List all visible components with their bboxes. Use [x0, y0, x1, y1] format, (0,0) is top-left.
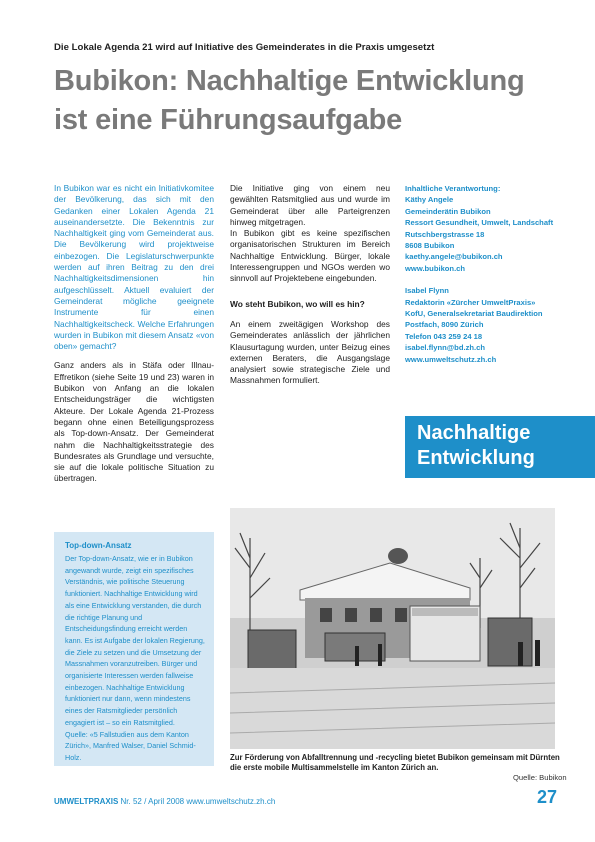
kicker: Die Lokale Agenda 21 wird auf Initiative des Gemeinderates in die Praxis umgesetzt [54, 42, 435, 53]
contact-web-link[interactable]: www.bubikon.ch [405, 263, 466, 273]
contact-line: 8608 Bubikon [405, 241, 455, 251]
topic-tag-line-2: Entwicklung [417, 447, 535, 469]
footer-brand: UMWELTPRAXIS [54, 797, 119, 806]
contact-email-link[interactable]: isabel.flynn@bd.zh.ch [405, 343, 485, 353]
sidebar-body [65, 553, 205, 764]
contact-web-link[interactable]: www.umweltschutz.zh.ch [405, 354, 497, 364]
contact-line: Isabel Flynn [405, 286, 449, 296]
footer-url[interactable]: www.umweltschutz.zh.ch [186, 797, 276, 806]
headline-line-1: Bubikon: Nachhaltige Entwicklung [54, 65, 525, 97]
body-paragraph-2: Die Initiative ging von einem neu gewählten Ratsmitglied aus und wurde im Gemeinderat über alle Parteigrenzen hinweg mitgetragen. [230, 183, 390, 227]
footer-issue: Nr. 52 / April 2008 [120, 797, 185, 806]
body-paragraph-4: An einem zweitägigen Workshop des Gemeinderates anlässlich der jährlichen Klausurtagung wurden, unter Beizug eines externen Beraters, die Ausgangslage analysiert sowie strategische Ziele und Massnahmen formuliert. [230, 318, 390, 386]
sidebar-box [54, 532, 214, 766]
lead-paragraph: In Bubikon war es nicht ein Initiativkomitee der Bevölkerung, das sich mit den Gedanken einer Lokalen Agenda 21 auseinandersetzte. Die Bekenntnis zur Nachhaltigkeit ging vom Gemeinderat aus. Die Bevölkerung wird projektweise einbezogen. Die Legislaturschwerpunkte werden auf ihren Beitrag zu den drei Nachhaltigkeitsdimensionen hin aufgeschlüsselt. Aktuell evaluiert der Gemeinderat mögliche geeignete Instrumente für einen Nachhaltigkeitscheck. Welche Erfahrungen wurden in Bubikon mit diesem Ansatz «von oben» gemacht? [54, 183, 214, 352]
footer [54, 797, 275, 806]
sidebar-title: Top-down-Ansatz [65, 541, 132, 550]
body-paragraph-1: Ganz anders als in Stäfa oder Illnau-Effretikon (siehe Seite 19 und 23) waren in Bubikon von Anfang an die lokalen Entscheidungsträger die wichtigsten Akteure. Der Lokale Agenda 21-Prozess begann ohne einen Beteiligungsprozess als Top-down-Ansatz. Der Gemeinderat nahm die Nachhaltigkeitsstrategie des Bundesrates als Grundlage und versuchte, sie auf die lokale politische Situation zu übertragen. [54, 360, 214, 484]
photo-recycling-station [230, 508, 555, 749]
column-left [54, 183, 214, 485]
headline [54, 62, 574, 140]
contact-line: Postfach, 8090 Zürich [405, 320, 484, 330]
photo-illustration [230, 508, 555, 749]
page-number: 27 [537, 787, 558, 807]
subheading: Wo steht Bubikon, wo will es hin? [230, 298, 365, 309]
sidebar-text: Der Top-down-Ansatz, wie er in Bubikon angewandt wurde, zeigt ein spezifisches Verständnis, wie politische Steuerung funktioniert. Nachhaltige Entwicklung wird als eine Entwicklung verstanden, die durch die richtige Planung und Entscheidungsfindung erreicht werden kann. Es ist Aufgabe der lokalen Regierung, die Ziele zu setzen und die Umsetzung der Massnahmen voranzutreiben. Bürger und organisierte Interessen werden fallweise einbezogen. Nachhaltige Entwicklung funktioniert nur dann, wenn mindestens eines der Ratsmitglieder persönlich engagiert ist – so ein Ratsmitglied. [65, 554, 205, 727]
body-paragraph-3: In Bubikon gibt es keine spezifischen organisatorischen Strukturen im Bereich Nachhaltige Entwicklung. Bürger, lokale Interessengruppen und NGOs werden wo sinnvoll auf Projektebene eingebunden. [230, 228, 390, 284]
contact-line: KofU, Generalsekretariat Baudirektion [405, 309, 543, 319]
contact-line: Rutschbergstrasse 18 [405, 229, 485, 239]
photo-credit: Quelle: Bubikon [513, 773, 567, 782]
photo-caption: Zur Förderung von Abfalltrennung und -recycling bietet Bubikon gemeinsam mit Dürnten die erste mobile Multisammelstelle im Kanton Zürich an. [230, 753, 560, 772]
contact-line: Ressort Gesundheit, Umwelt, Landschaft [405, 218, 554, 228]
contact-line: Redaktorin «Zürcher UmweltPraxis» [405, 297, 536, 307]
contact-column [405, 183, 555, 365]
contact-email-link[interactable]: kaethy.angele@bubikon.ch [405, 252, 503, 262]
sidebar-source: Quelle: «5 Fallstudien aus dem Kanton Zürich», Manfred Walser, Daniel Schmid-Holz. [65, 729, 196, 762]
contact-line: Gemeinderätin Bubikon [405, 206, 491, 216]
contact-line: Telefon 043 259 24 18 [405, 331, 483, 341]
topic-tag-line-1: Nachhaltige [417, 422, 531, 444]
contact-line: Käthy Angele [405, 195, 454, 205]
contact-heading: Inhaltliche Verantwortung: [405, 184, 501, 193]
column-middle [230, 183, 390, 387]
headline-line-2: ist eine Führungsaufgabe [54, 104, 403, 136]
topic-tag [405, 416, 595, 478]
